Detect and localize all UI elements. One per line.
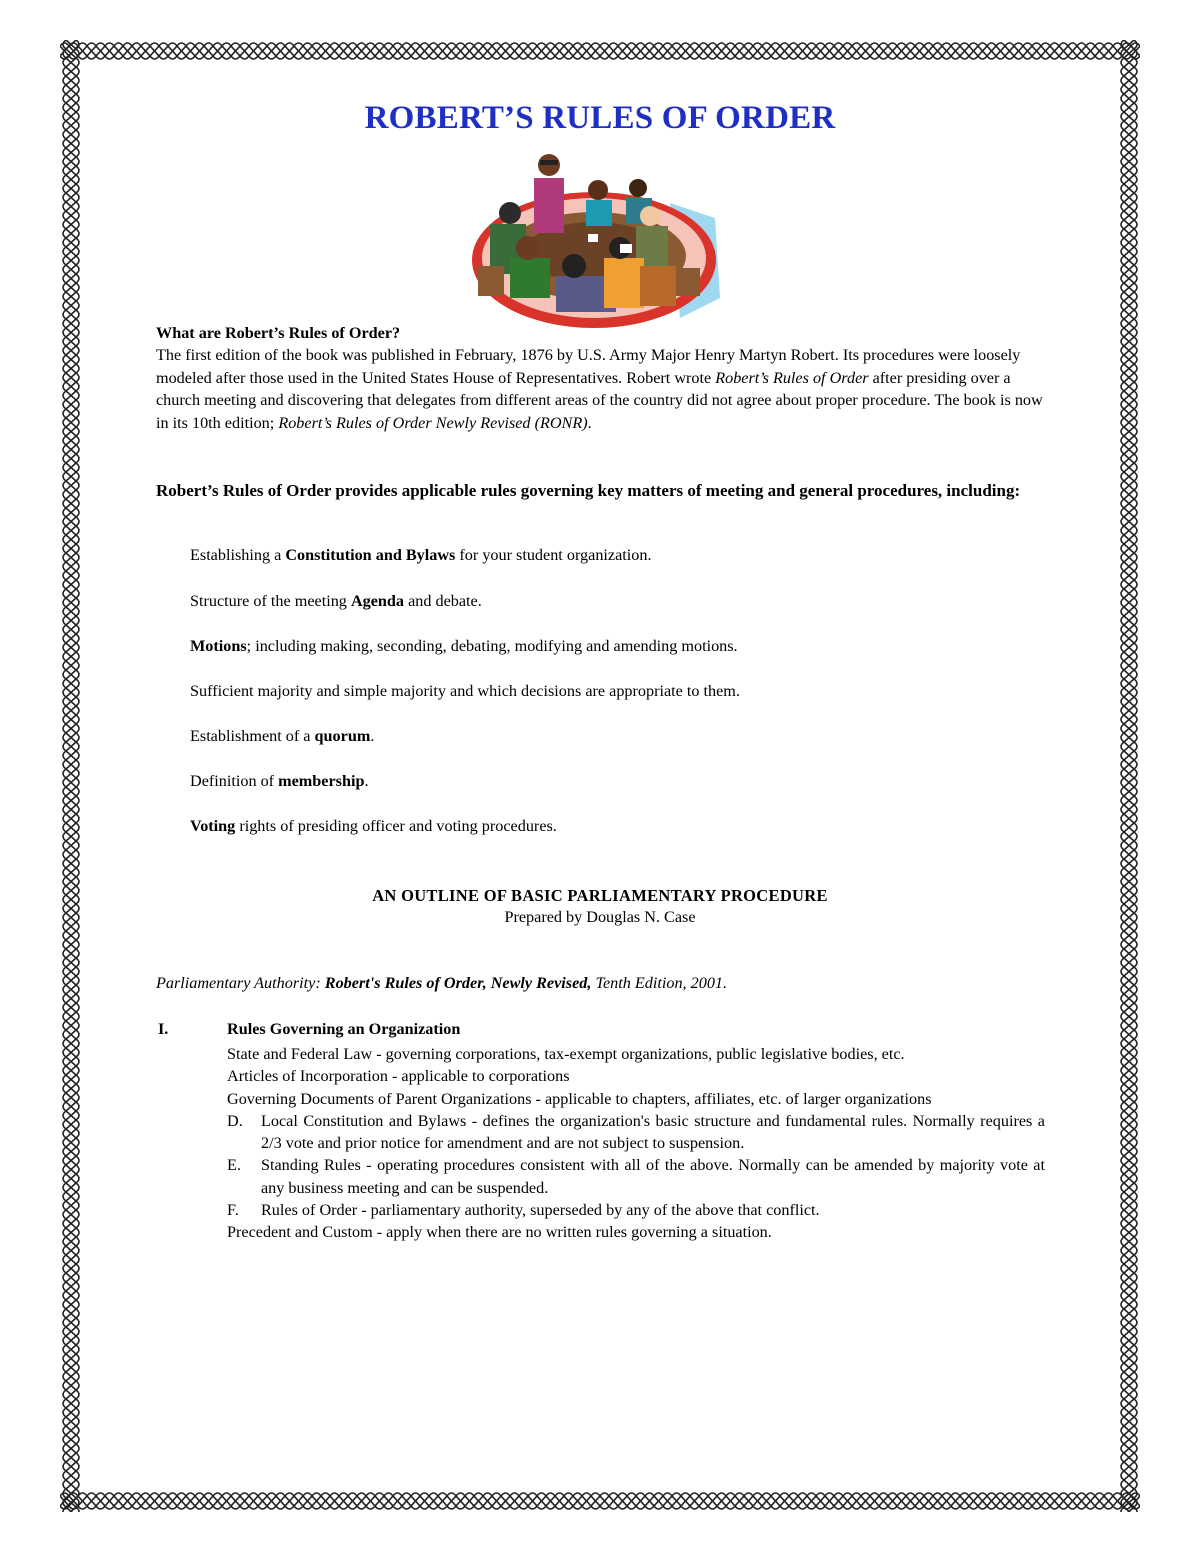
parliamentary-authority: Parliamentary Authority: Robert's Rules of Order, Newly Revised, Tenth Edition, 2001. <box>156 974 728 992</box>
intro-paragraph: The first edition of the book was published in February, 1876 by U.S. Army Major Henry Martyn Robert. Its procedures were loosely modeled after those used in the United States House of Representatives. Robert wrote Robert’s Rules of Order after presiding over a church meeting and discovering that delegates from different areas of the country did not agree about proper procedure. The book is now in its 10th edition; Robert’s Rules of Order Newly Revised (RONR). <box>156 346 1043 432</box>
page-border-top <box>60 40 1140 62</box>
section-title: Rules Governing an Organization <box>227 1020 461 1038</box>
topics-heading: Robert’s Rules of Order provides applicable rules governing key matters of meeting and general procedures, including: <box>156 481 1021 500</box>
topic-item: Structure of the meeting Agenda and debate. <box>190 592 482 610</box>
topic-item: Sufficient majority and simple majority and which decisions are appropriate to them. <box>190 682 740 700</box>
rule-item: Precedent and Custom - apply when there are no written rules governing a situation. <box>227 1223 772 1242</box>
page-title: ROBERT’S RULES OF ORDER <box>364 100 836 136</box>
rule-item: E. Standing Rules - operating procedures consistent with all of the above. Normally can be amended by majority vote at any business meeting and can be suspended. <box>227 1156 1045 1197</box>
rule-item: Articles of Incorporation - applicable to corporations <box>227 1067 570 1086</box>
page-border-left <box>60 40 82 1512</box>
rule-item: State and Federal Law - governing corporations, tax-exempt organizations, public legislative bodies, etc. <box>227 1045 905 1063</box>
outline-title: AN OUTLINE OF BASIC PARLIAMENTARY PROCEDURE <box>372 886 828 905</box>
rules-list <box>227 1043 1045 1244</box>
topic-item: Voting rights of presiding officer and voting procedures. <box>190 817 557 835</box>
rule-item: Governing Documents of Parent Organizations - applicable to chapters, affiliates, etc. of larger organizations <box>227 1089 932 1108</box>
outline-subtitle: Prepared by Douglas N. Case <box>504 908 696 926</box>
page-border-bottom <box>60 1490 1140 1512</box>
intro-heading: What are Robert’s Rules of Order? <box>156 324 401 342</box>
section-number: I. <box>158 1020 169 1038</box>
page-border-right <box>1118 40 1140 1512</box>
topic-item: Motions; including making, seconding, debating, modifying and amending motions. <box>190 637 738 655</box>
rule-item: D. Local Constitution and Bylaws - defines the organization's basic structure and fundamental rules. Normally requires a 2/3 vote and prior notice for amendment and are not subject to suspension. <box>227 1111 1045 1153</box>
topic-item: Establishment of a quorum. <box>190 727 375 745</box>
topic-item: Establishing a Constitution and Bylaws for your student organization. <box>190 546 652 564</box>
meeting-table-clipart <box>470 148 728 338</box>
rule-item: F. Rules of Order - parliamentary authority, superseded by any of the above that conflict. <box>227 1201 820 1220</box>
topic-item: Definition of membership. <box>190 772 369 790</box>
